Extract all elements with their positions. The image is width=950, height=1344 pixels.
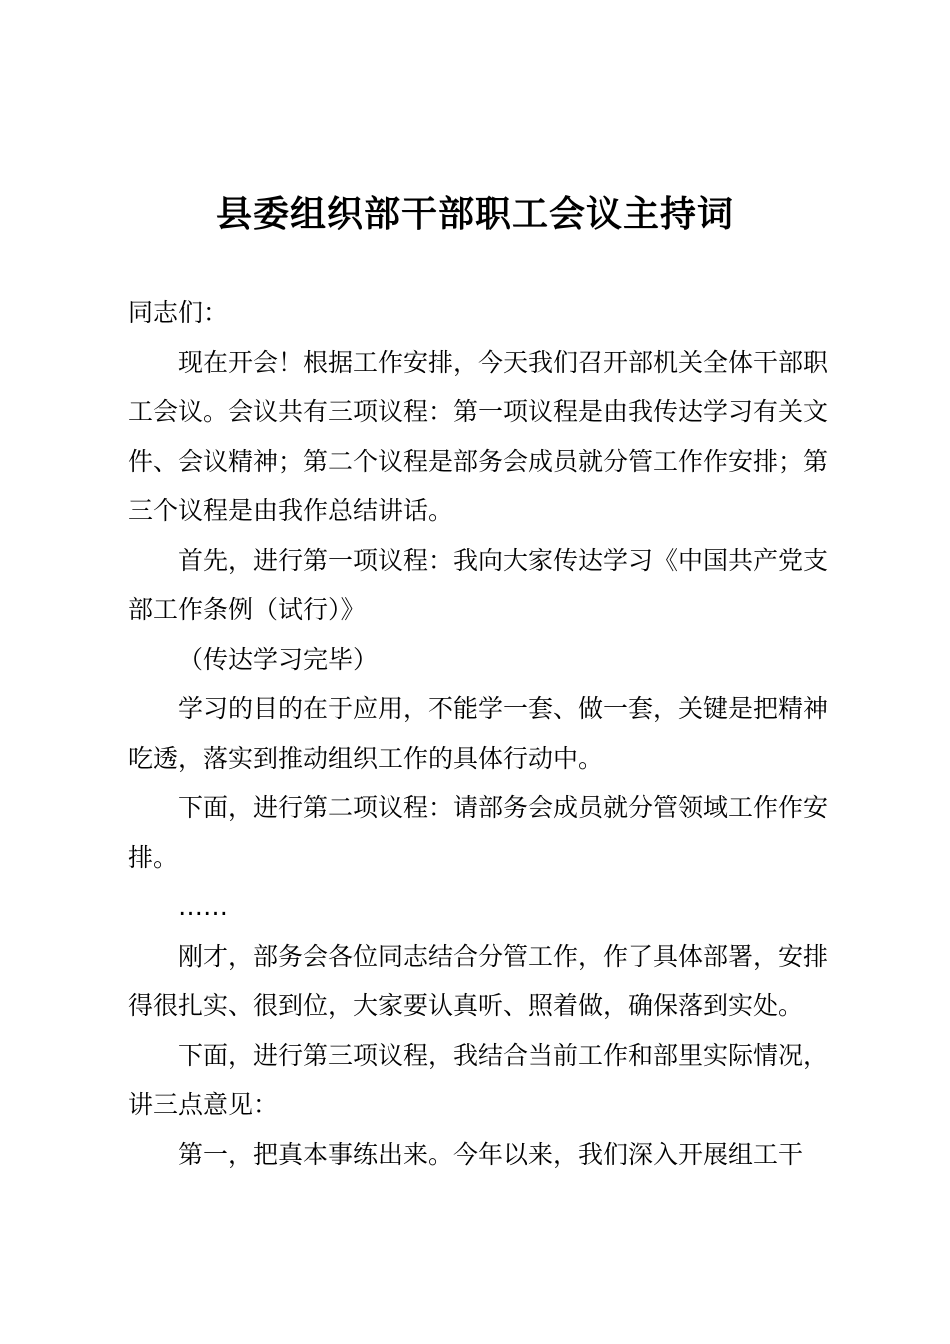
paragraph-study-purpose: 学习的目的在于应用，不能学一套、做一套，关键是把精神吃透，落实到推动组织工作的具体行动中。	[128, 694, 829, 773]
paragraph-point-one: 第一，把真本事练出来。今年以来，我们深入开展组工干	[178, 1139, 804, 1169]
paragraph-study-complete: （传达学习完毕）	[178, 644, 379, 674]
paragraph-opening: 现在开会！根据工作安排，今天我们召开部机关全体干部职工会议。会议共有三项议程：第一项议程是由我传达学习有关文件、会议精神；第二个议程是部务会成员就分管工作作安排；第三个议程是由我作总结讲话。	[128, 347, 829, 525]
document-title: 县委组织部干部职工会议主持词	[215, 193, 734, 235]
paragraph-third-agenda: 下面，进行第三项议程，我结合当前工作和部里实际情况，讲三点意见：	[128, 1040, 829, 1119]
paragraph-ellipsis: ……	[178, 892, 228, 921]
paragraph-second-agenda: 下面，进行第二项议程：请部务会成员就分管领域工作作安排。	[128, 793, 829, 872]
document-body	[128, 288, 828, 1179]
paragraph-first-agenda: 首先，进行第一项议程：我向大家传达学习《中国共产党支部工作条例（试行）》	[128, 545, 829, 624]
paragraph-summary: 刚才，部务会各位同志结合分管工作，作了具体部署，安排得很扎实、很到位，大家要认真听、照着做，确保落到实处。	[128, 941, 829, 1020]
salutation: 同志们：	[128, 298, 229, 327]
